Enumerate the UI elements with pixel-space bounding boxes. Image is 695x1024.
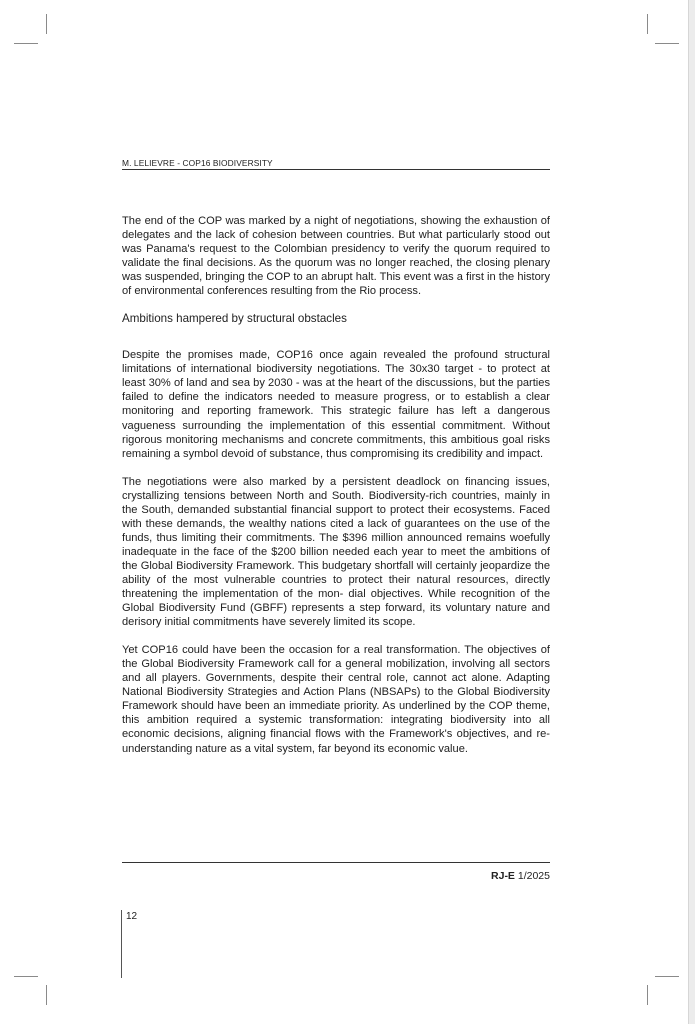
crop-mark [14,43,38,44]
journal-abbrev: RJ-E [491,870,515,882]
section-heading: Ambitions hampered by structural obstacles [122,312,347,326]
paragraph: The end of the COP was marked by a night of negotiations, showing the exhaustion of delegates and the lack of cohesion between countries. But what particularly stood out was Panama's request to the Colombian presidency to verify the quorum required to validate the final decisions. As the quorum was no longer reached, the closing plenary was suspended, bringing the COP to an abrupt halt. This event was a first in the history of environmental conferences resulting from the Rio process. [122,215,550,298]
crop-mark [647,985,648,1005]
crop-mark [14,976,38,977]
page-edge [688,0,695,1024]
paragraph: Despite the promises made, COP16 once again revealed the profound structural limitations of international biodiversity negotiations. The 30x30 target - to protect at least 30% of land and sea by 2030 - was at the heart of the discussions, but the parties failed to define the indicators needed to measure progress, or to establish a clear monitoring and reporting framework. This strategic failure has left a dangerous vagueness surrounding the implementation of this essential commitment. Without rigorous monitoring mechanisms and concrete commitments, this ambitious goal risks remaining a symbol devoid of substance, thus compromising its credibility and impact. [122,349,550,460]
page-number-rule [121,910,122,978]
page-number: 12 [126,911,138,922]
crop-mark [647,14,648,34]
running-head: M. LELIEVRE - COP16 BIODIVERSITY [122,158,550,170]
crop-mark [46,14,47,34]
footer-rule [122,862,550,863]
crop-mark [46,985,47,1005]
paragraph: Yet COP16 could have been the occasion for a real transformation. The objectives of the Global Biodiversity Framework call for a general mobilization, involving all sectors and all players. Governments, despite their central role, cannot act alone. Adapting National Biodiversity Strategies and Action Plans (NBSAPs) to the Global Biodiversity Framework should have been an immediate priority. As underlined by the COP theme, this ambition required a systemic transformation: integrating biodiversity into all economic decisions, aligning financial flows with the Framework's objectives, and re-understanding nature as a vital system, far beyond its economic value. [122,644,550,755]
crop-mark [655,43,679,44]
crop-mark [655,976,679,977]
journal-issue [491,870,550,882]
journal-issue-number: 1/2025 [517,870,550,882]
article-body [122,214,550,770]
paragraph: The negotiations were also marked by a persistent deadlock on financing issues, crystallizing tensions between North and South. Biodiversity-rich countries, mainly in the South, demanded substantial financial support to protect their ecosystems. Faced with these demands, the wealthy nations cited a lack of guarantees on the use of the funds, thus limiting their commitments. The $396 million announced remains woefully inadequate in the face of the $200 billion needed each year to meet the ambitions of the Global Biodiversity Framework. This budgetary shortfall will certainly jeopardize the ability of the most vulnerable countries to protect their natural resources, directly threatening the implementation of the mon- dial objectives. While recognition of the Global Biodiversity Fund (GBFF) represents a step forward, its voluntary nature and derisory initial commitments have severely limited its scope. [122,475,550,629]
